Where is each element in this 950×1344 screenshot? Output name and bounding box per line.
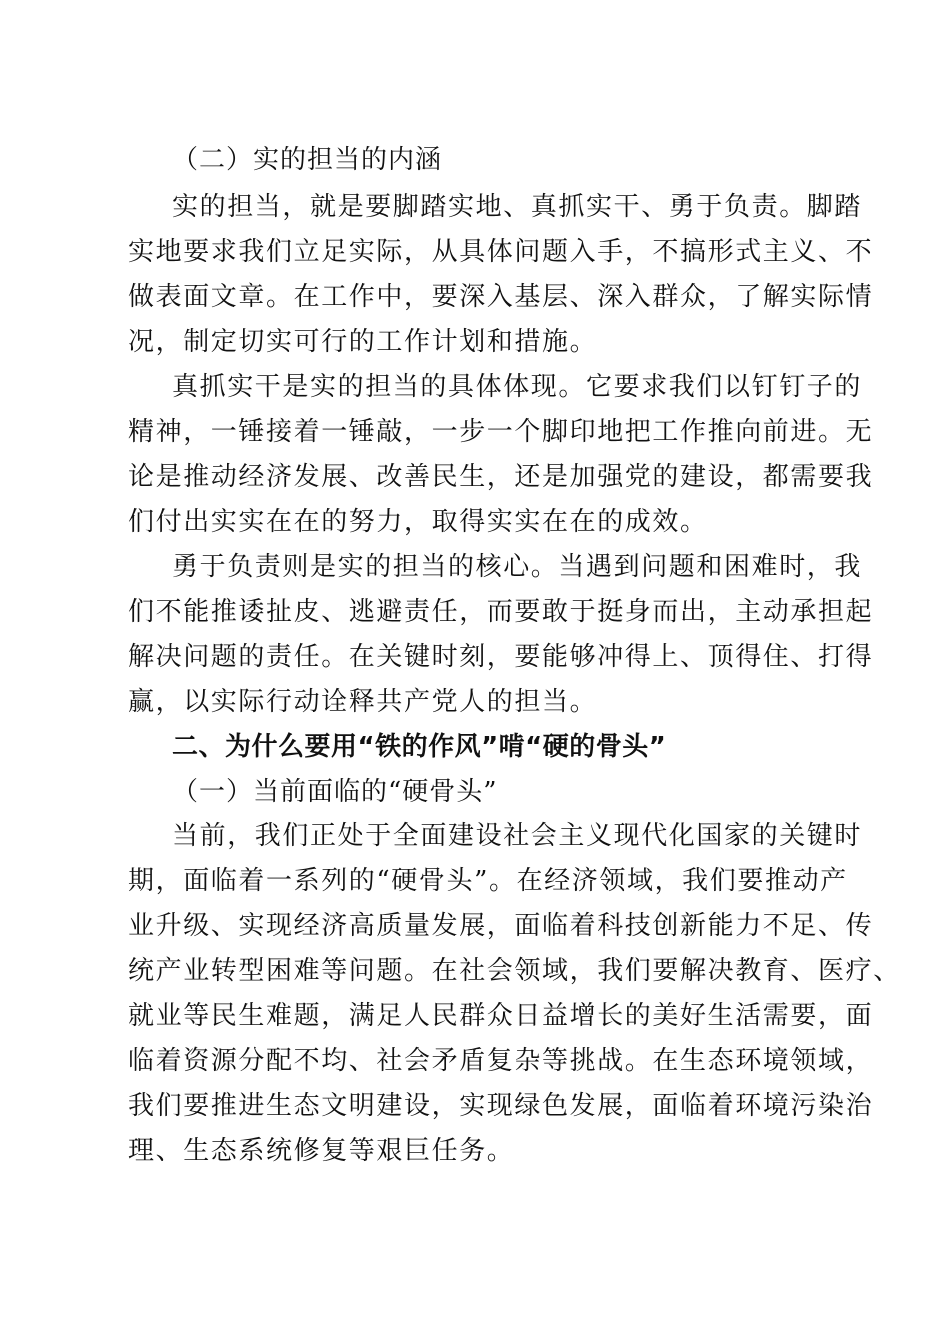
paragraph-line: 论是推动经济发展、改善民生，还是加强党的建设，都需要我 xyxy=(128,462,874,492)
paragraph-line: 临着资源分配不均、社会矛盾复杂等挑战。在生态环境领域， xyxy=(128,1046,874,1076)
paragraph-line: 真抓实干是实的担当的具体体现。它要求我们以钉钉子的 xyxy=(172,372,863,402)
paragraph-line: 实地要求我们立足实际，从具体问题入手，不搞形式主义、不 xyxy=(128,237,874,267)
paragraph-line: 期，面临着一系列的“硬骨头”。在经济领域，我们要推动产 xyxy=(128,866,848,896)
paragraph-line: 勇于负责则是实的担当的核心。当遇到问题和困难时，我 xyxy=(172,552,863,582)
paragraph-line: 当前，我们正处于全面建设社会主义现代化国家的关键时 xyxy=(172,821,863,851)
subsection-heading: （二）实的担当的内涵 xyxy=(172,145,443,175)
paragraph-line: 理、生态系统修复等艰巨任务。 xyxy=(128,1136,515,1166)
paragraph-line: 就业等民生难题，满足人民群众日益增长的美好生活需要，面 xyxy=(128,1001,874,1031)
paragraph-line: 况，制定切实可行的工作计划和措施。 xyxy=(128,327,598,357)
paragraph-line: 们付出实实在在的努力，取得实实在在的成效。 xyxy=(128,507,708,537)
paragraph-line: 业升级、实现经济高质量发展，面临着科技创新能力不足、传 xyxy=(128,911,874,941)
section-heading: 二、为什么要用“铁的作风”啃“硬的骨头” xyxy=(172,732,667,762)
paragraph-line: 做表面文章。在工作中，要深入基层、深入群众，了解实际情 xyxy=(128,282,874,312)
paragraph-line: 实的担当，就是要脚踏实地、真抓实干、勇于负责。脚踏 xyxy=(172,192,863,222)
paragraph-line: 精神，一锤接着一锤敲，一步一个脚印地把工作推向前进。无 xyxy=(128,417,874,447)
paragraph-line: 解决问题的责任。在关键时刻，要能够冲得上、顶得住、打得 xyxy=(128,642,874,672)
paragraph-line: 我们要推进生态文明建设，实现绿色发展，面临着环境污染治 xyxy=(128,1091,874,1121)
subsection-heading: （一）当前面临的“硬骨头” xyxy=(172,777,498,807)
paragraph-line: 赢，以实际行动诠释共产党人的担当。 xyxy=(128,687,598,717)
paragraph-line: 们不能推诿扯皮、逃避责任，而要敢于挺身而出，主动承担起 xyxy=(128,597,874,627)
paragraph-line: 统产业转型困难等问题。在社会领域，我们要解决教育、医疗、 xyxy=(128,956,901,986)
